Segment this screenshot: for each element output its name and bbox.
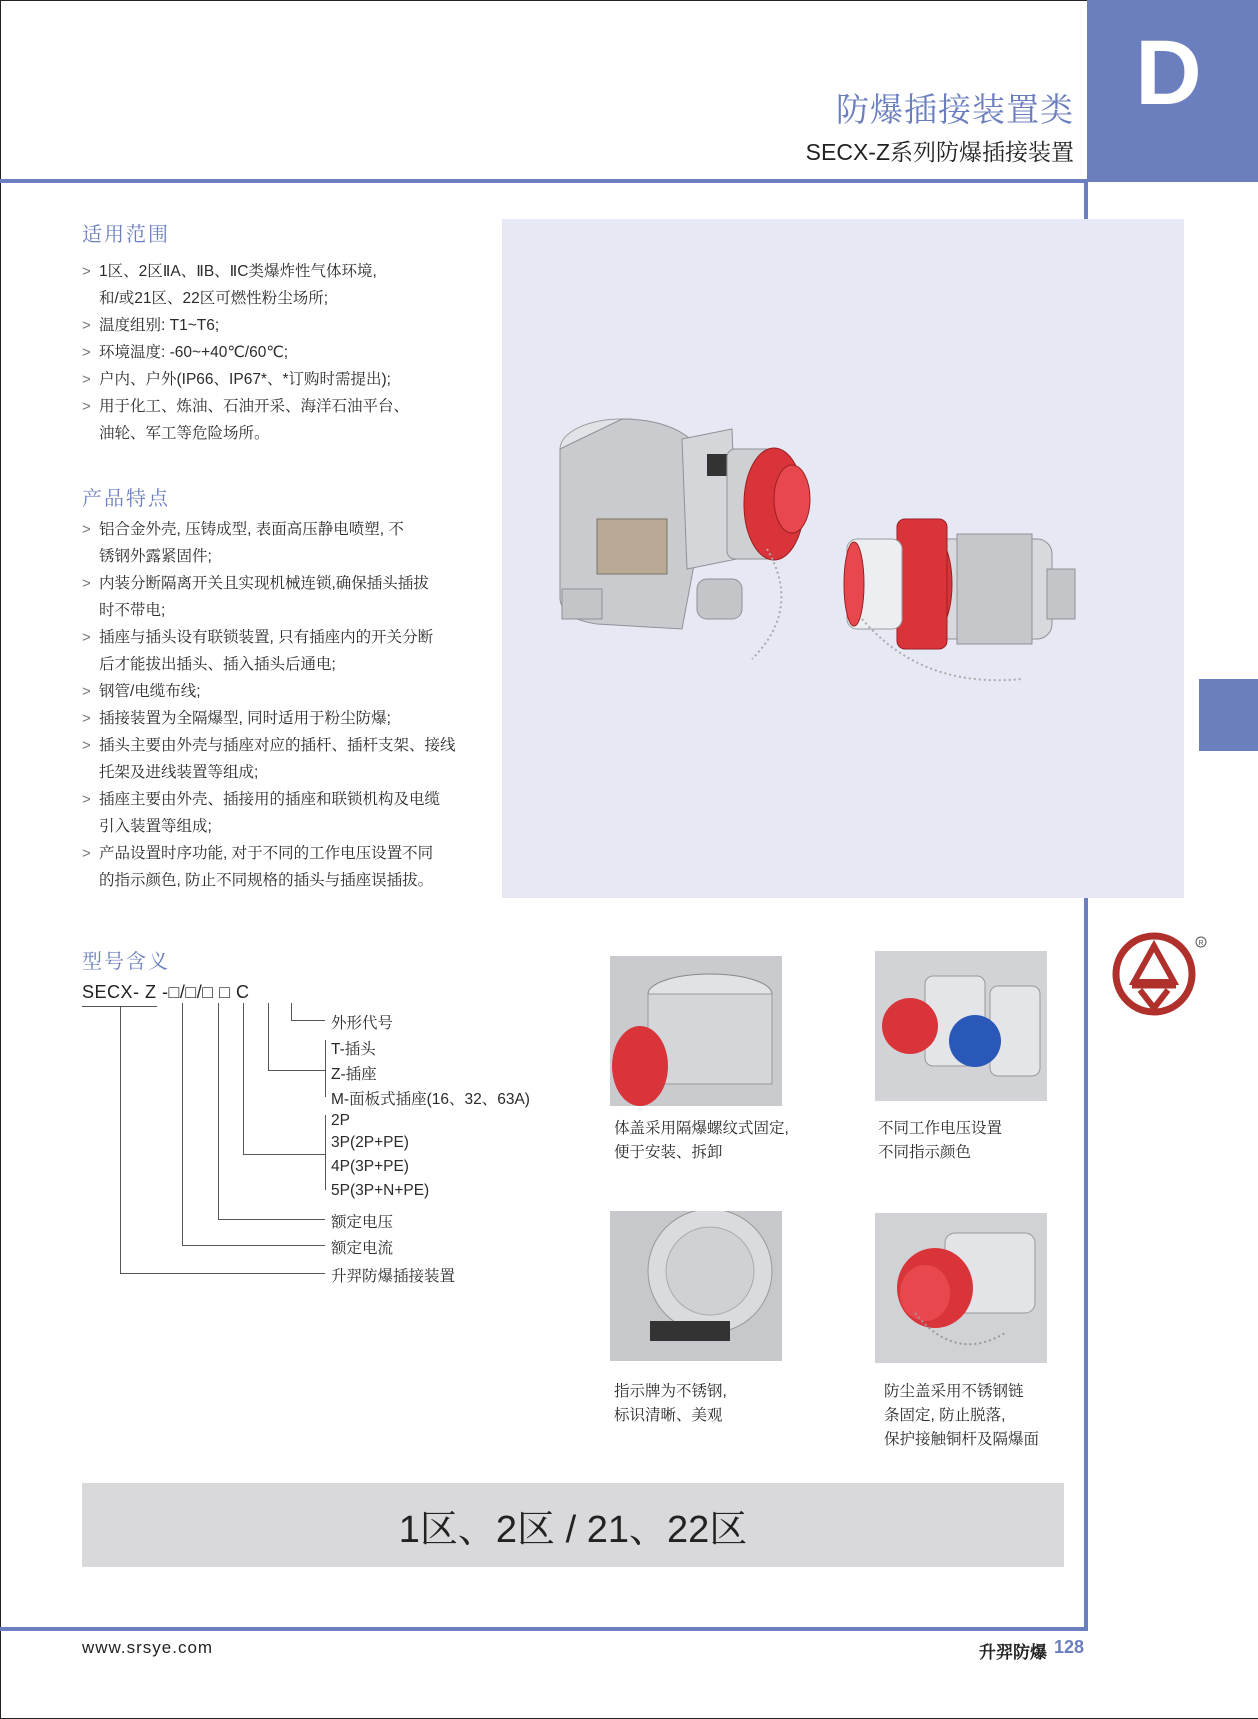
page-border-left [0,0,1,1719]
model-meaning-heading: 型号含义 [82,951,170,973]
page-border-top [0,0,1258,1]
caption-dustcap [884,1380,1039,1452]
feature-item: > 钢管/电缆布线; [82,678,482,705]
model-label: 2P [331,1112,350,1129]
feature-item: > 产品设置时序功能, 对于不同的工作电压设置不同 [82,840,482,867]
caption-line: 条固定, 防止脱落, [884,1407,1006,1424]
caption-line: 不同指示颜色 [878,1144,972,1161]
leader-line [268,1070,325,1071]
leader-line [291,1003,292,1021]
logo-icon [1112,932,1212,1017]
category-title: 防爆插接装置类 [836,91,1074,128]
feature-item: > 插座与插头设有联锁装置, 只有插座内的开关分断 [82,624,482,651]
leader-line [120,1006,121,1274]
caption-line: 不同工作电压设置 [878,1120,1003,1137]
feature-item: > 铝合金外壳, 压铸成型, 表面高压静电喷塑, 不 [82,516,482,543]
detail-photo-nameplate [610,1211,782,1361]
caption-line: 标识清晰、美观 [614,1407,723,1424]
caption-line: 指示牌为不锈钢, [614,1383,727,1400]
model-label: 外形代号 [331,1015,394,1032]
model-label: 5P(3P+N+PE) [331,1182,430,1199]
detail-photo-cover [610,956,782,1106]
leader-line [325,1040,326,1097]
scope-list [82,258,482,447]
series-title: SECX-Z系列防爆插接装置 [805,139,1074,165]
svg-text:R: R [1198,940,1204,947]
socket-illustration [560,419,810,659]
model-code: SECX- Z -□/□/□ □ C [82,982,250,1002]
caption-colors [878,1117,1002,1165]
scope-item: 和/或21区、22区可燃性粉尘场所; [99,290,329,307]
page-number: 128 [1054,1637,1085,1657]
model-label: 4P(3P+PE) [331,1158,409,1175]
leader-line [218,1003,219,1220]
model-label: 额定电流 [331,1240,394,1257]
feature-item: > 插接装置为全隔爆型, 同时适用于粉尘防爆; [82,705,482,732]
leader-line [218,1219,325,1220]
caption-nameplate [614,1380,727,1428]
leader-line [291,1020,325,1021]
section-tab-d [1087,0,1258,182]
detail-photo-dustcap [875,1213,1047,1363]
zone-banner-text: 1区、2区 / 21、22区 [398,1508,748,1551]
scope-item: > 温度组别: T1~T6; [82,312,482,339]
scope-item: 油轮、军工等危险场所。 [99,425,270,442]
feature-item: 时不带电; [99,602,166,619]
scope-item: > 环境温度: -60~+40℃/60℃; [82,339,482,366]
leader-line [268,1003,269,1071]
caption-line: 防尘盖采用不锈钢链 [884,1383,1024,1400]
scope-item: > 户内、户外(IP66、IP67*、*订购时需提出); [82,366,482,393]
model-label: 3P(2P+PE) [331,1134,409,1151]
product-photo [502,219,1184,898]
feature-item: 锈钢外露紧固件; [99,548,212,565]
leader-line [243,1154,325,1155]
model-label: T-插头 [331,1041,376,1058]
footer-divider [0,1627,1088,1631]
section-letter: D [1135,21,1202,124]
leader-line [325,1115,326,1190]
feature-item: 引入装置等组成; [99,818,212,835]
model-label: 升羿防爆插接装置 [331,1268,456,1285]
feature-item: > 内装分断隔离开关且实现机械连锁,确保插头插拔 [82,570,482,597]
scope-heading: 适用范围 [82,224,170,246]
footer-url[interactable]: www.srsye.com [82,1638,214,1657]
feature-item: 的指示颜色, 防止不同规格的插头与插座误插拔。 [99,872,434,889]
features-heading: 产品特点 [82,488,170,510]
detail-photo-colors [875,951,1047,1101]
scope-item: > 1区、2区ⅡA、ⅡB、ⅡC类爆炸性气体环境, [82,258,482,285]
model-label: M-面板式插座(16、32、63A) [331,1091,530,1108]
caption-line: 保护接触铜杆及隔爆面 [884,1431,1040,1448]
footer-brand: 升羿防爆 [979,1643,1047,1662]
caption-cover [614,1117,789,1165]
leader-line [182,1003,183,1246]
feature-item: > 插头主要由外壳与插座对应的插杆、插杆支架、接线 [82,732,482,759]
scope-item: > 用于化工、炼油、石油开采、海洋石油平台、 [82,393,482,420]
model-label: 额定电压 [331,1214,394,1231]
features-list [82,516,482,894]
plug-illustration [844,519,1075,680]
caption-line: 体盖采用隔爆螺纹式固定, [614,1120,789,1137]
feature-item: > 插座主要由外壳、插接用的插座和联锁机构及电缆 [82,786,482,813]
caption-line: 便于安装、拆卸 [614,1144,723,1161]
side-thumb-tab [1199,679,1258,751]
leader-line [243,1003,244,1155]
leader-line [120,1273,325,1274]
feature-item: 后才能拔出插头、插入插头后通电; [99,656,336,673]
feature-item: 托架及进线装置等组成; [99,764,259,781]
header-divider [0,179,1088,183]
company-logo [1112,932,1212,1022]
leader-line [182,1245,325,1246]
model-label: Z-插座 [331,1066,377,1083]
product-photo-panel [502,219,1184,898]
zone-banner [82,1483,1064,1567]
